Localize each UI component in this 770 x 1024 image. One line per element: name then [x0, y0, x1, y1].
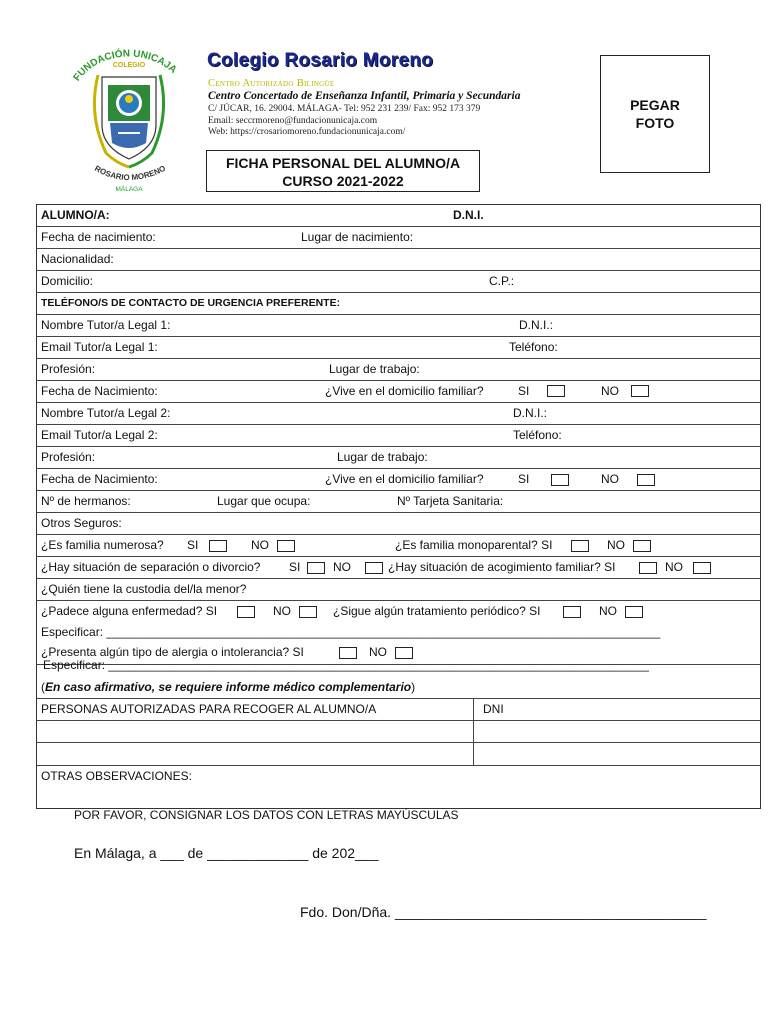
row-fecha-nac1	[37, 381, 760, 403]
photo-box	[600, 55, 710, 173]
vive1-no-checkbox[interactable]	[631, 385, 649, 397]
photo-line1: PEGAR	[630, 97, 680, 113]
firma-line: Fdo. Don/Dña. ________________________________________	[300, 904, 707, 920]
numerosa-no-label: NO	[251, 538, 269, 552]
informe-note: En caso afirmativo, se requiere informe médico complementario	[45, 680, 412, 694]
row-tutor1	[37, 315, 760, 337]
lugar-ocupa-label: Lugar que ocupa:	[217, 494, 311, 508]
row-nacionalidad	[37, 249, 760, 271]
row-profesion1	[37, 359, 760, 381]
observaciones-label: OTRAS OBSERVACIONES:	[41, 769, 192, 783]
telefono1-label: Teléfono:	[509, 340, 558, 354]
acogimiento-si-checkbox[interactable]	[639, 562, 657, 574]
row-persona-2[interactable]	[37, 743, 760, 766]
form-title-box	[206, 150, 480, 192]
alergia-label: ¿Presenta algún tipo de alergia o intolerancia? SI	[41, 645, 304, 659]
authorized-label: Centro Autorizado Bilingüe	[208, 78, 335, 89]
tutor2-dni-label: D.N.I.:	[513, 406, 548, 420]
vive2-si-checkbox[interactable]	[551, 474, 569, 486]
enfermedad-si-checkbox[interactable]	[237, 606, 255, 618]
row-fecha-nac2	[37, 469, 760, 491]
row-alumno	[37, 205, 760, 227]
fecha-nac2-label: Fecha de Nacimiento:	[41, 472, 158, 486]
fecha-line: En Málaga, a ___ de _____________ de 202___	[74, 845, 379, 861]
row-domicilio	[37, 271, 760, 293]
school-logo	[68, 45, 190, 195]
numerosa-si-checkbox[interactable]	[209, 540, 227, 552]
email1-label: Email Tutor/a Legal 1:	[41, 340, 158, 354]
alergia-no-label: NO	[369, 645, 387, 659]
profesion1-label: Profesión:	[41, 362, 96, 376]
trabajo1-label: Lugar de trabajo:	[329, 362, 420, 376]
separacion-si-checkbox[interactable]	[307, 562, 325, 574]
separacion-label: ¿Hay situación de separación o divorcio?	[41, 560, 261, 574]
row-observaciones[interactable]	[37, 766, 760, 808]
row-otros-seguros	[37, 513, 760, 535]
enfermedad-no-label: NO	[273, 604, 291, 618]
especificar1-line[interactable]: Especificar: ___________________________________________________________________________________	[41, 625, 661, 639]
web: Web: https://crosariomoreno.fundacionunicaja.com/	[208, 127, 406, 137]
acogimiento-no-checkbox[interactable]	[693, 562, 711, 574]
monoparental-label: ¿Es familia monoparental? SI	[395, 538, 553, 552]
tarjeta-label: Nº Tarjeta Sanitaria:	[397, 494, 504, 508]
enfermedad-no-checkbox[interactable]	[299, 606, 317, 618]
logo-bottom-arc: ROSARIO MORENO	[93, 163, 167, 183]
vive2-no-label: NO	[601, 472, 619, 486]
acogimiento-no-label: NO	[665, 560, 683, 574]
row-informe	[37, 677, 760, 699]
school-name: Colegio Rosario Moreno	[207, 50, 434, 71]
tutor1-dni-label: D.N.I.:	[519, 318, 554, 332]
row-personas-header	[37, 699, 760, 721]
dni-label: D.N.I.	[453, 208, 484, 222]
tratamiento-si-checkbox[interactable]	[563, 606, 581, 618]
vive1-no-label: NO	[601, 384, 619, 398]
otros-seguros-label: Otros Seguros:	[41, 516, 122, 530]
nacionalidad-label: Nacionalidad:	[41, 252, 114, 266]
vive1-si-checkbox[interactable]	[547, 385, 565, 397]
vive2-no-checkbox[interactable]	[637, 474, 655, 486]
acogimiento-label: ¿Hay situación de acogimiento familiar? SI	[388, 560, 616, 574]
form-title: FICHA PERSONAL DEL ALUMNO/A	[225, 155, 461, 171]
row-hermanos	[37, 491, 760, 513]
informe-paren-open: (	[41, 680, 45, 694]
tratamiento-no-label: NO	[599, 604, 617, 618]
lugar-nac-label: Lugar de nacimiento:	[301, 230, 414, 244]
hermanos-label: Nº de hermanos:	[41, 494, 131, 508]
profesion2-label: Profesión:	[41, 450, 96, 464]
trabajo2-label: Lugar de trabajo:	[337, 450, 428, 464]
row-familia	[37, 535, 760, 557]
telefonos-label: TELÉFONO/S DE CONTACTO DE URGENCIA PREFERENTE:	[41, 297, 341, 309]
email2-label: Email Tutor/a Legal 2:	[41, 428, 158, 442]
row-tutor2	[37, 403, 760, 425]
dni-column-label: DNI	[483, 702, 504, 716]
row-email2	[37, 425, 760, 447]
row-custodia	[37, 579, 760, 601]
numerosa-no-checkbox[interactable]	[277, 540, 295, 552]
row-profesion2	[37, 447, 760, 469]
informe-paren-close: )	[411, 680, 416, 694]
fecha-nac-label: Fecha de nacimiento:	[41, 230, 156, 244]
separacion-no-checkbox[interactable]	[365, 562, 383, 574]
vive2-si-label: SI	[518, 472, 530, 486]
monoparental-no-checkbox[interactable]	[633, 540, 651, 552]
cp-label: C.P.:	[489, 274, 515, 288]
enfermedad-label: ¿Padece alguna enfermedad? SI	[41, 604, 218, 618]
separacion-si-label: SI	[289, 560, 301, 574]
numerosa-label: ¿Es familia numerosa?	[41, 538, 164, 552]
logo-arc-text: FUNDACIÓN UNICAJA	[71, 48, 179, 84]
tutor1-label: Nombre Tutor/a Legal 1:	[41, 318, 171, 332]
row-persona-1[interactable]	[37, 721, 760, 743]
email: Email: seccrmoreno@fundacionunicaja.com	[208, 116, 378, 126]
alumno-label: ALUMNO/A:	[41, 208, 110, 222]
fecha-nac1-label: Fecha de Nacimiento:	[41, 384, 158, 398]
monoparental-no-label: NO	[607, 538, 625, 552]
telefono2-label: Teléfono:	[513, 428, 562, 442]
photo-line2: FOTO	[635, 115, 675, 131]
custodia-label: ¿Quién tiene la custodia del/la menor?	[41, 582, 247, 596]
row-separacion	[37, 557, 760, 579]
row-fecha-nacimiento	[37, 227, 760, 249]
domicilio-label: Domicilio:	[41, 274, 94, 288]
tratamiento-label: ¿Sigue algún tratamiento periódico? SI	[333, 604, 541, 618]
logo-colegio: COLEGIO	[112, 62, 146, 69]
course-label: CURSO 2021-2022	[282, 173, 404, 189]
row-telefonos	[37, 293, 760, 315]
especificar2-line[interactable]: Especificar: _________________________________________________________________________________	[43, 658, 649, 672]
address: C/ JÚCAR, 16. 29004. MÁLAGA- Tel: 952 231 239/ Fax: 952 173 379	[208, 104, 481, 114]
tratamiento-no-checkbox[interactable]	[625, 606, 643, 618]
vive1-label: ¿Vive en el domicilio familiar?	[325, 384, 484, 398]
separacion-no-label: NO	[333, 560, 351, 574]
numerosa-si-label: SI	[187, 538, 199, 552]
logo-city: MÁLAGA	[115, 186, 143, 193]
personas-label: PERSONAS AUTORIZADAS PARA RECOGER AL ALUMNO/A	[41, 702, 377, 716]
tutor2-label: Nombre Tutor/a Legal 2:	[41, 406, 171, 420]
row-especificar2	[37, 656, 760, 676]
vive2-label: ¿Vive en el domicilio familiar?	[325, 472, 484, 486]
monoparental-si-checkbox[interactable]	[571, 540, 589, 552]
row-email1	[37, 337, 760, 359]
vive1-si-label: SI	[518, 384, 530, 398]
centro-label: Centro Concertado de Enseñanza Infantil, Primaria y Secundaria	[208, 90, 521, 102]
mayusculas-note: POR FAVOR, CONSIGNAR LOS DATOS CON LETRAS MAYÚSCULAS	[74, 808, 459, 822]
student-form	[36, 204, 761, 809]
